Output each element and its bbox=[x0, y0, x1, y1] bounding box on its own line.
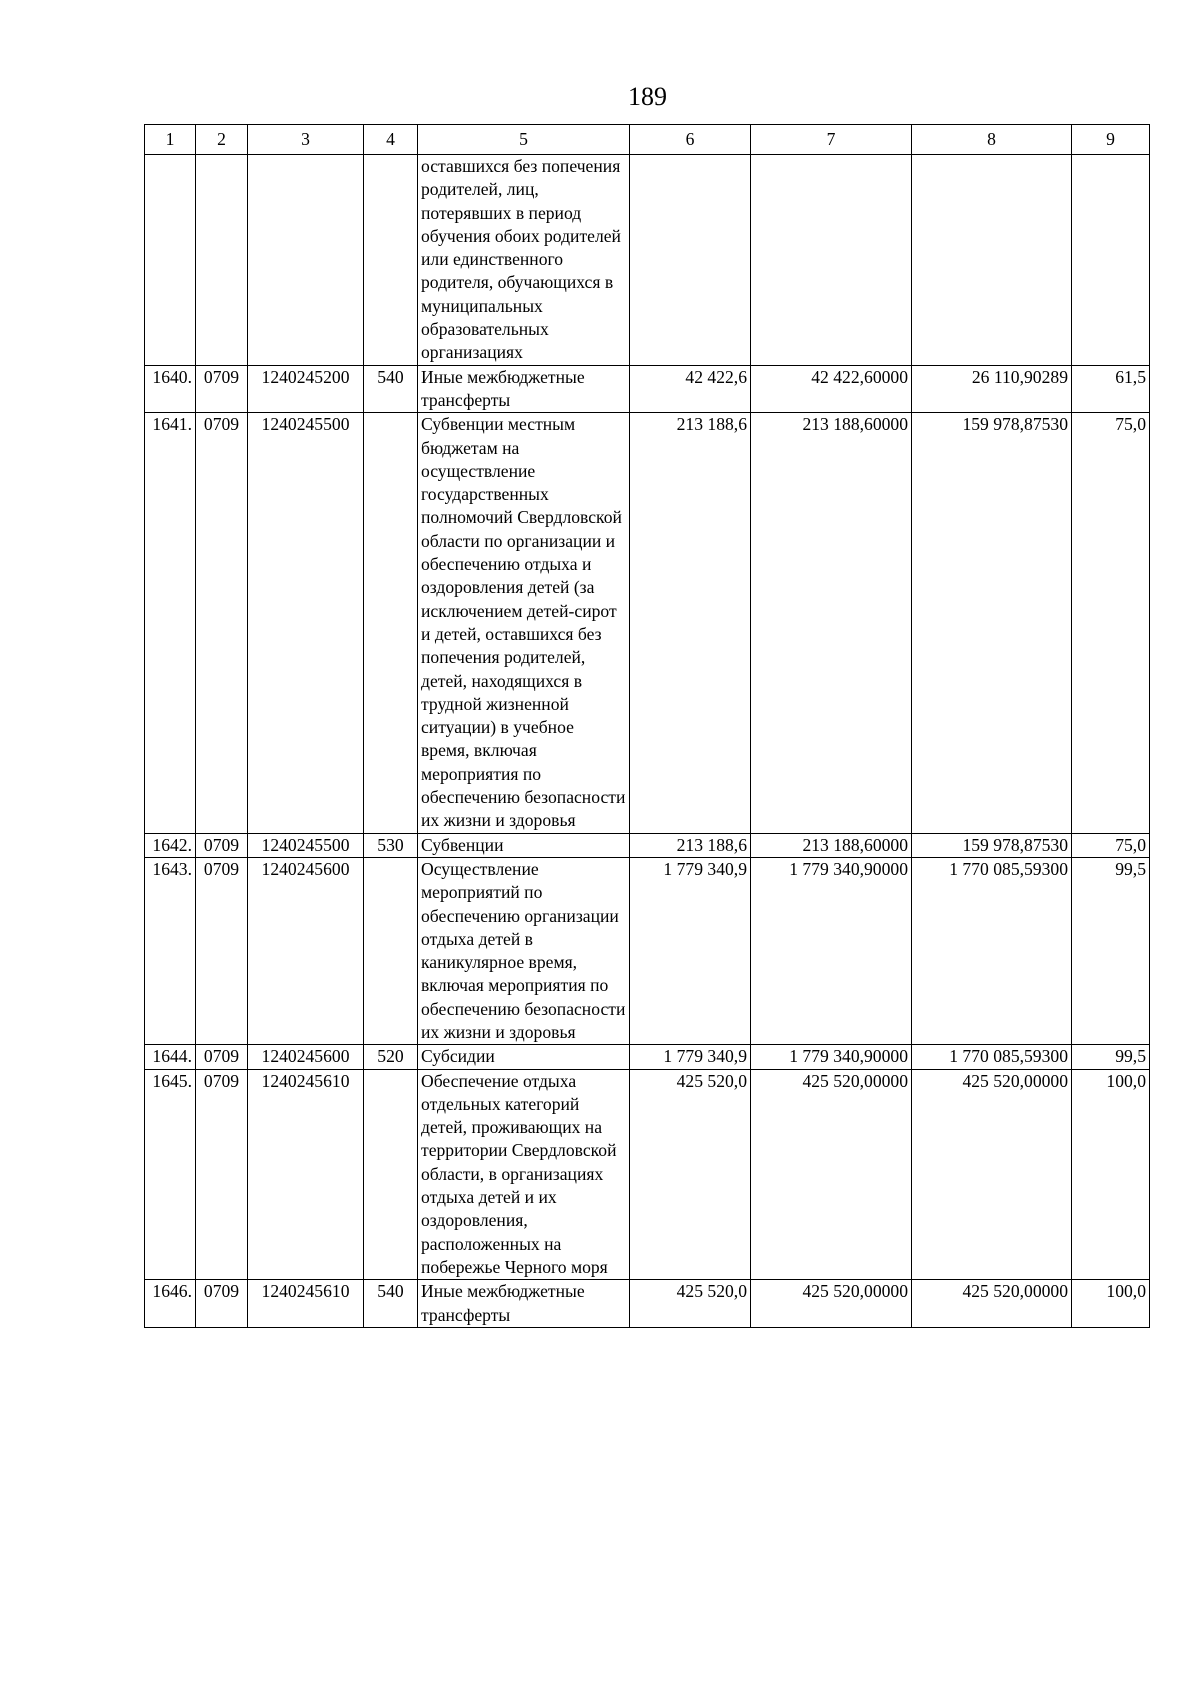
section-code: 0709 bbox=[196, 365, 248, 413]
executed-amount: 425 520,00000 bbox=[912, 1069, 1072, 1280]
target-code: 1240245200 bbox=[248, 365, 364, 413]
plan-amount: 213 188,60000 bbox=[751, 413, 912, 833]
approved-amount: 1 779 340,9 bbox=[630, 1045, 751, 1069]
execution-percent: 75,0 bbox=[1072, 413, 1150, 833]
item-name: оставшихся без попечения родителей, лиц, потерявших в период обучения обоих родителей или единственного родителя, обучающихся в муниципальных образовательных организациях bbox=[418, 155, 630, 366]
section-code: 0709 bbox=[196, 1280, 248, 1328]
execution-percent: 75,0 bbox=[1072, 833, 1150, 857]
item-name: Субсидии bbox=[418, 1045, 630, 1069]
row-number: 1644. bbox=[145, 1045, 196, 1069]
table-row bbox=[145, 833, 1150, 857]
table-row bbox=[145, 365, 1150, 413]
expense-type-code: 540 bbox=[364, 1280, 418, 1328]
section-code: 0709 bbox=[196, 1045, 248, 1069]
executed-amount: 159 978,87530 bbox=[912, 413, 1072, 833]
page-number: 189 bbox=[628, 82, 667, 111]
executed-amount: 1 770 085,59300 bbox=[912, 1045, 1072, 1069]
row-number: 1643. bbox=[145, 857, 196, 1044]
table-row bbox=[145, 155, 1150, 366]
header-cell-4: 4 bbox=[364, 125, 418, 155]
header-cell-7: 7 bbox=[751, 125, 912, 155]
section-code: 0709 bbox=[196, 1069, 248, 1280]
item-name: Обеспечение отдыха отдельных категорий детей, проживающих на территории Свердловской области, в организациях отдыха детей и их оздоровления, расположенных на побережье Черного моря bbox=[418, 1069, 630, 1280]
header-cell-1: 1 bbox=[145, 125, 196, 155]
row-number: 1641. bbox=[145, 413, 196, 833]
item-name: Иные межбюджетные трансферты bbox=[418, 365, 630, 413]
plan-amount: 1 779 340,90000 bbox=[751, 857, 912, 1044]
row-number bbox=[145, 155, 196, 366]
approved-amount: 425 520,0 bbox=[630, 1280, 751, 1328]
approved-amount: 425 520,0 bbox=[630, 1069, 751, 1280]
header-row bbox=[145, 125, 1150, 155]
execution-percent bbox=[1072, 155, 1150, 366]
execution-percent: 99,5 bbox=[1072, 1045, 1150, 1069]
target-code: 1240245610 bbox=[248, 1069, 364, 1280]
item-name: Иные межбюджетные трансферты bbox=[418, 1280, 630, 1328]
section-code: 0709 bbox=[196, 833, 248, 857]
table-row bbox=[145, 1280, 1150, 1328]
approved-amount: 42 422,6 bbox=[630, 365, 751, 413]
item-name: Осуществление мероприятий по обеспечению организации отдыха детей в каникулярное время, включая мероприятия по обеспечению безопасности их жизни и здоровья bbox=[418, 857, 630, 1044]
plan-amount: 425 520,00000 bbox=[751, 1280, 912, 1328]
target-code: 1240245500 bbox=[248, 833, 364, 857]
plan-amount: 1 779 340,90000 bbox=[751, 1045, 912, 1069]
table-row bbox=[145, 857, 1150, 1044]
row-number: 1646. bbox=[145, 1280, 196, 1328]
expense-type-code bbox=[364, 413, 418, 833]
header-cell-9: 9 bbox=[1072, 125, 1150, 155]
approved-amount: 1 779 340,9 bbox=[630, 857, 751, 1044]
item-name: Субвенции bbox=[418, 833, 630, 857]
row-number: 1645. bbox=[145, 1069, 196, 1280]
row-number: 1642. bbox=[145, 833, 196, 857]
executed-amount: 159 978,87530 bbox=[912, 833, 1072, 857]
plan-amount: 213 188,60000 bbox=[751, 833, 912, 857]
target-code: 1240245500 bbox=[248, 413, 364, 833]
executed-amount: 425 520,00000 bbox=[912, 1280, 1072, 1328]
budget-table bbox=[144, 124, 1150, 1328]
table-row bbox=[145, 1045, 1150, 1069]
header-cell-5: 5 bbox=[418, 125, 630, 155]
header-cell-8: 8 bbox=[912, 125, 1072, 155]
target-code bbox=[248, 155, 364, 366]
row-number: 1640. bbox=[145, 365, 196, 413]
executed-amount: 1 770 085,59300 bbox=[912, 857, 1072, 1044]
approved-amount: 213 188,6 bbox=[630, 833, 751, 857]
section-code bbox=[196, 155, 248, 366]
header-cell-3: 3 bbox=[248, 125, 364, 155]
item-name: Субвенции местным бюджетам на осуществление государственных полномочий Свердловской области по организации и обеспечению отдыха и оздоровления детей (за исключением детей-сирот и детей, оставшихся без попечения родителей, детей, находящихся в трудной жизненной ситуации) в учебное время, включая мероприятия по обеспечению безопасности их жизни и здоровья bbox=[418, 413, 630, 833]
execution-percent: 61,5 bbox=[1072, 365, 1150, 413]
executed-amount: 26 110,90289 bbox=[912, 365, 1072, 413]
plan-amount: 42 422,60000 bbox=[751, 365, 912, 413]
plan-amount bbox=[751, 155, 912, 366]
approved-amount: 213 188,6 bbox=[630, 413, 751, 833]
expense-type-code bbox=[364, 857, 418, 1044]
expense-type-code: 520 bbox=[364, 1045, 418, 1069]
target-code: 1240245610 bbox=[248, 1280, 364, 1328]
expense-type-code: 530 bbox=[364, 833, 418, 857]
table-row bbox=[145, 413, 1150, 833]
target-code: 1240245600 bbox=[248, 1045, 364, 1069]
plan-amount: 425 520,00000 bbox=[751, 1069, 912, 1280]
section-code: 0709 bbox=[196, 413, 248, 833]
execution-percent: 100,0 bbox=[1072, 1069, 1150, 1280]
execution-percent: 100,0 bbox=[1072, 1280, 1150, 1328]
executed-amount bbox=[912, 155, 1072, 366]
approved-amount bbox=[630, 155, 751, 366]
expense-type-code bbox=[364, 155, 418, 366]
header-cell-6: 6 bbox=[630, 125, 751, 155]
execution-percent: 99,5 bbox=[1072, 857, 1150, 1044]
expense-type-code bbox=[364, 1069, 418, 1280]
target-code: 1240245600 bbox=[248, 857, 364, 1044]
expense-type-code: 540 bbox=[364, 365, 418, 413]
header-cell-2: 2 bbox=[196, 125, 248, 155]
section-code: 0709 bbox=[196, 857, 248, 1044]
table-row bbox=[145, 1069, 1150, 1280]
